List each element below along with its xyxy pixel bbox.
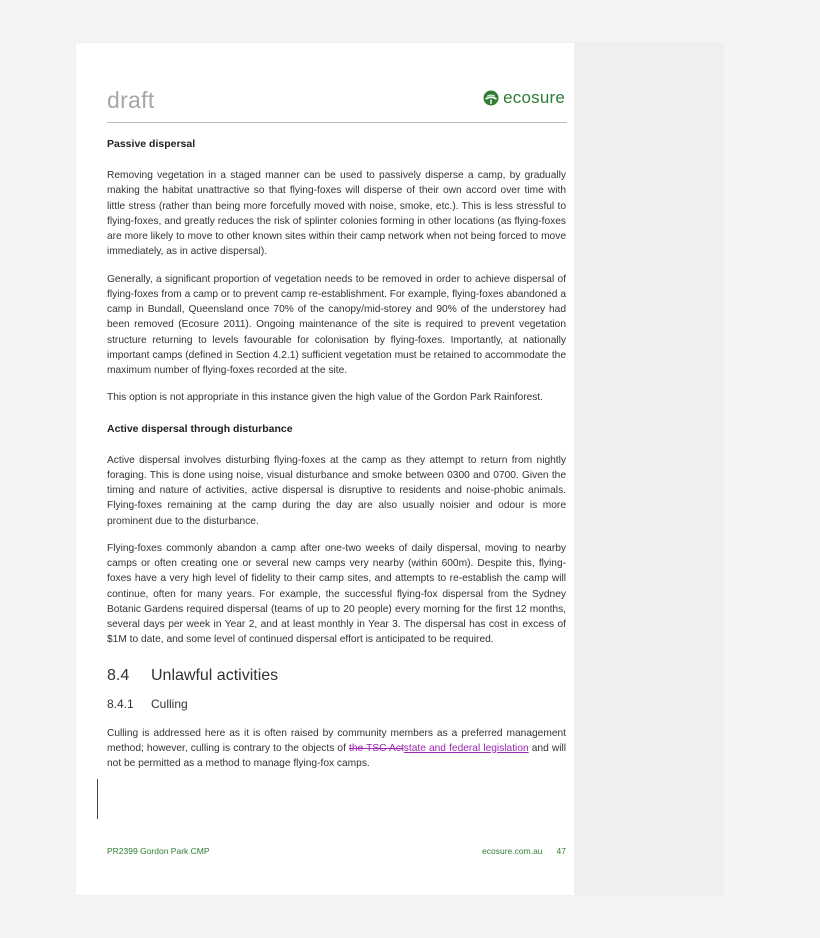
change-bar [97,779,98,819]
page-header [107,86,567,123]
page-number: 47 [556,846,566,856]
draft-label: draft [107,87,155,113]
ecosure-leaf-icon [483,90,499,106]
subsection-title: Culling [151,696,188,711]
paragraph-active-2: Flying-foxes commonly abandon a camp after one-two weeks of daily dispersal, moving to nearby camps or often creating one or several new camps very nearby (within 600m). Despite this, flying-foxes have a very high level of fidelity to their camp sites, and attempts to re-establish the camp will continue, often for many years. For example, the successful flying-fox dispersal from the Sydney Botanic Gardens required dispersal (teams of up to 20 people) every morning for the first 12 months, several days per week in Year 2, and at least monthly in Year 3. The dispersal has cost in excess of $1M to date, and some level of continued dispersal effort is anticipated to be required. [107,542,566,646]
tracked-deletion: the TSC Act [349,742,404,754]
paragraph-culling [107,726,566,772]
footer-doc-ref: PR2399 Gordon Park CMP [107,846,210,856]
subsection-heading [107,696,566,712]
paragraph-passive-3: This option is not appropriate in this instance given the high value of the Gordon Park Rainforest. [107,392,544,404]
footer-right [468,846,566,856]
footer-website: ecosure.com.au [482,846,543,856]
passive-dispersal-heading: Passive dispersal [107,138,196,150]
document-body [107,137,566,783]
logo-text: ecosure [503,88,565,107]
section-title: Unlawful activities [151,666,279,684]
paragraph-active-1: Active dispersal involves disturbing flying-foxes at the camp as they attempt to return from nightly foraging. This is done using noise, visual disturbance and smoke between 0300 and 0700. Given the timing and nature of activities, active dispersal is disruptive to residents and noise-phobic animals. Flying-foxes remaining at the camp during the day are also usually noisier and odour is more prominent due to the disturbance. [107,454,566,527]
paragraph-passive-2: Generally, a significant proportion of vegetation needs to be removed in order to achieve dispersal of flying-foxes from a camp or to prevent camp re-establishment. For example, flying-foxes abandoned a camp in Bundall, Queensland once 70% of the canopy/mid-storey and 90% of the understorey had been removed (Ecosure 2011). Ongoing maintenance of the site is required to prevent vegetation structure returning to levels favourable for colonisation by flying-foxes. Importantly, at nationally important camps (defined in Section 4.2.1) sufficient vegetation must be retained to accommodate the maximum number of flying-foxes recorded at the site. [107,273,566,376]
section-heading [107,666,566,686]
paragraph-passive-1: Removing vegetation in a staged manner can be used to passively disperse a camp, by gradually making the habitat unattractive so that flying-foxes will disperse of their own accord over time with little stress (rather than being more forcefully moved with noise, smoke, etc.). This is less stressful to flying-foxes, and greatly reduces the risk of splinter colonies forming in other locations (as flying-foxes are more likely to move to other known sites within their camp network when not being forced to move immediately, as in active dispersal). [107,170,566,258]
active-dispersal-heading: Active dispersal through disturbance [107,422,293,435]
culling-text-end: and will not be permitted as a method to manage flying-fox camps. [107,742,567,769]
culling-text-start: Culling is addressed here as it is often raised by community members as a preferred management method; however, culling is contrary to the objects of [107,727,566,754]
markup-pane [574,43,723,895]
subsection-number: 8.4.1 [107,696,134,711]
tracked-insertion: state and federal legislation [403,742,529,754]
ecosure-logo [483,88,565,108]
section-number: 8.4 [107,666,130,684]
